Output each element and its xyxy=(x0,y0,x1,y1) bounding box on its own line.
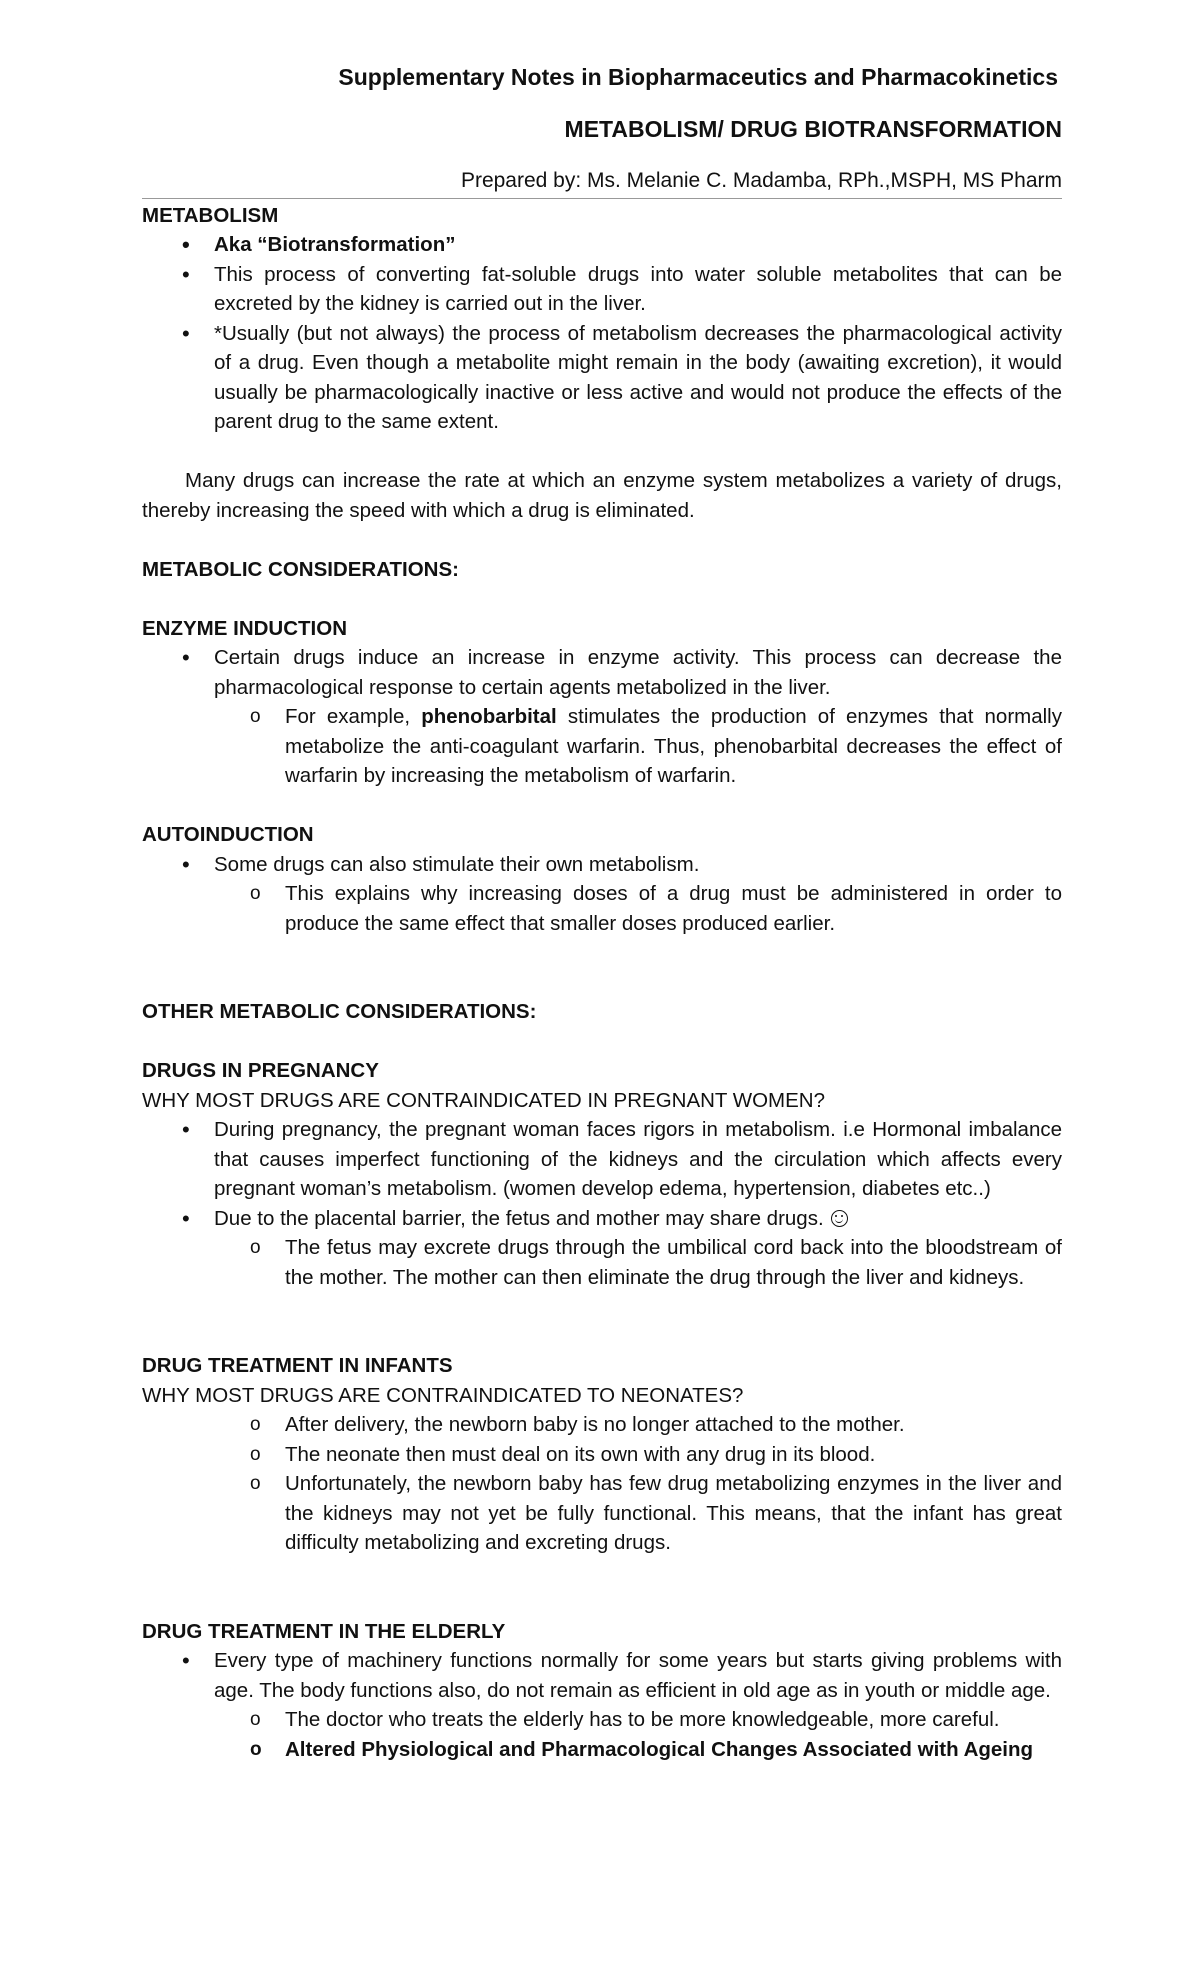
subsection-heading-pregnancy: DRUGS IN PREGNANCY xyxy=(142,1059,379,1082)
bullet-item: • Certain drugs induce an increase in enzyme activity. This process can decrease the pharmacological response to certain agents metabolized in the liver. xyxy=(142,643,1062,702)
prepared-by: Prepared by: Ms. Melanie C. Madamba, RPh.,MSPH, MS Pharm xyxy=(460,169,1062,192)
header-divider xyxy=(142,198,1062,199)
sub-bullet-item: o For example, phenobarbital stimulates the production of enzymes that normally metabolize the anti-coagulant warfarin. Thus, phenobarbital decreases the effect of warfarin by increasing the metabolism of warfarin. xyxy=(142,702,1062,791)
smiley-icon xyxy=(831,1210,848,1227)
section-heading-considerations: METABOLIC CONSIDERATIONS: xyxy=(142,557,459,581)
bullet-item: • Aka “Biotransformation” xyxy=(142,230,1062,260)
sub-bullet-item: o The fetus may excrete drugs through the umbilical cord back into the bloodstream of the mother. The mother can then eliminate the drug through the liver and kidneys. xyxy=(142,1233,1062,1292)
bullet-item: • *Usually (but not always) the process of metabolism decreases the pharmacological activity of a drug. Even though a metabolite might remain in the body (awaiting excretion), it would usually be pharmacologically inactive or less active and would not produce the effects of the parent drug to the same extent. xyxy=(142,319,1062,437)
bullet-item: • This process of converting fat-soluble drugs into water soluble metabolites that can be excreted by the kidney is carried out in the liver. xyxy=(142,260,1062,319)
subsection-heading-autoinduction: AUTOINDUCTION xyxy=(142,823,314,846)
section-heading-other-considerations: OTHER METABOLIC CONSIDERATIONS: xyxy=(142,1000,537,1023)
document-page xyxy=(142,62,1062,1764)
document-title: Supplementary Notes in Biopharmaceutics and Pharmacokinetics xyxy=(338,64,1058,90)
subsection-heading-enzyme-induction: ENZYME INDUCTION xyxy=(142,616,347,640)
question-line: WHY MOST DRUGS ARE CONTRAINDICATED IN PREGNANT WOMEN? xyxy=(142,1088,826,1112)
question-line: WHY MOST DRUGS ARE CONTRAINDICATED TO NEONATES? xyxy=(142,1383,744,1407)
subsection-heading-elderly: DRUG TREATMENT IN THE ELDERLY xyxy=(142,1619,506,1643)
subsection-heading-infants: DRUG TREATMENT IN INFANTS xyxy=(142,1354,453,1377)
sub-bullet-item: o After delivery, the newborn baby is no longer attached to the mother. xyxy=(142,1410,1062,1440)
bullet-item: • Due to the placental barrier, the fetus and mother may share drugs. xyxy=(142,1204,1062,1234)
sub-bullet-item: o The neonate then must deal on its own with any drug in its blood. xyxy=(142,1440,1062,1470)
bullet-item: • During pregnancy, the pregnant woman faces rigors in metabolism. i.e Hormonal imbalance that causes imperfect functioning of the kidneys and the circulation which affects every pregnant woman’s metabolism. (women develop edema, hypertension, diabetes etc..) xyxy=(142,1115,1062,1204)
sub-bullet-item: o Altered Physiological and Pharmacological Changes Associated with Ageing xyxy=(142,1735,1062,1765)
sub-bullet-item: o This explains why increasing doses of a drug must be administered in order to produce the same effect that smaller doses produced earlier. xyxy=(142,879,1062,938)
bold-term: phenobarbital xyxy=(421,705,557,728)
paragraph: Many drugs can increase the rate at which an enzyme system metabolizes a variety of drugs, thereby increasing the speed with which a drug is eliminated. xyxy=(142,469,1062,522)
document-subtitle: METABOLISM/ DRUG BIOTRANSFORMATION xyxy=(564,116,1062,142)
bullet-item: • Some drugs can also stimulate their own metabolism. xyxy=(142,850,1062,880)
section-heading-metabolism: METABOLISM xyxy=(142,203,279,227)
sub-bullet-item: o Unfortunately, the newborn baby has few drug metabolizing enzymes in the liver and the kidneys may not yet be fully functional. This means, that the infant has great difficulty metabolizing and excreting drugs. xyxy=(142,1469,1062,1558)
sub-bullet-item: o The doctor who treats the elderly has to be more knowledgeable, more careful. xyxy=(142,1705,1062,1735)
bullet-item: • Every type of machinery functions normally for some years but starts giving problems with age. The body functions also, do not remain as efficient in old age as in youth or middle age. xyxy=(142,1646,1062,1705)
